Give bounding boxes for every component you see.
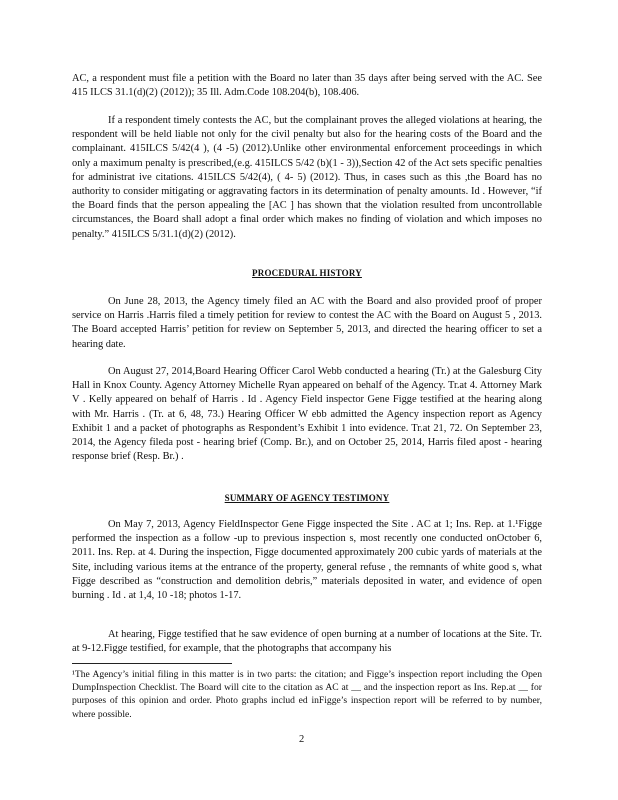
- heading-procedural-history: PROCEDURAL HISTORY: [252, 268, 362, 278]
- paragraph-open-burning: At hearing, Figge testified that he saw evidence of open burning at a number of locations at the Site. Tr. at 9-12.Figge testified, for example, that the photographs that accompany his: [72, 629, 542, 655]
- page-number: 2: [299, 734, 305, 745]
- paragraph-procedural-history: On June 28, 2013, the Agency timely filed an AC with the Board and also provided proof of proper service on Harris .Harris filed a timely petition for review to contest the AC with the Board on August 5 , 2013. The Board accepted Harris’ petition for review on September 5, 2013, and directed the hearing officer to set a hearing date.: [72, 296, 542, 350]
- heading-summary-testimony: SUMMARY OF AGENCY TESTIMONY: [224, 493, 390, 503]
- paragraph-hearing-details: On August 27, 2014,Board Hearing Officer Carol Webb conducted a hearing (Tr.) at the Galesburg City Hall in Knox County. Agency Attorney Michelle Ryan appeared on behalf of the Agency. Tr.at 4. Attorney Mark V . Kelly appeared on behalf of Harris . Id . Agency Field inspector Gene Figge testified at the hearing along with Mr. Harris . (Tr. at 6, 48, 73.) Hearing Officer W ebb admitted the Agency inspection report as Agency Exhibit 1 and a packet of photographs as Respondent’s Exhibit 1 into evidence. Tr.at 21, 72. On September 23, 2014, the Agency fileda post - hearing brief (Comp. Br.), and on October 25, 2014, Harris filed apost - hearing response brief (Resp. Br.) .: [72, 366, 542, 463]
- paragraph-petition-deadline: AC, a respondent must file a petition with the Board no later than 35 days after being served with the AC. See 415 ILCS 31.1(d)(2) (2012)); 35 Ill. Adm.Code 108.204(b), 108.406.: [72, 73, 542, 99]
- footnote-1: ¹The Agency’s initial filing in this matter is in two parts: the citation; and Figge’s inspection report including the Open DumpInspection Checklist. The Board will cite to the citation as AC at __ and the inspection report as Ins. Rep.at __ for purposes of this opinion and order. Photo graphs includ ed inFigge’s inspection report will be referred to by number, where possible.: [72, 669, 542, 720]
- footnote-divider: [72, 663, 232, 664]
- paragraph-hearing-costs: If a respondent timely contests the AC, but the complainant proves the alleged violations at hearing, the respondent will be held liable not only for the civil penalty but also for the hearing costs of the Board and the complainant. 415ILCS 5/42(4 ), (4 -5) (2012).Unlike other environmental enforcement proceedings in which only a maximum penalty is prescribed,(e.g. 415ILCS 5/42 (b)(1 - 3)),Section 42 of the Act sets specific penalties for administrat ive citations. 415ILCS 5/42(4), ( 4- 5) (2012). Thus, in cases such as this ,the Board has no authority to consider mitigating or aggravating factors in its determination of penalty amounts. Id . However, “if the Board finds that the person appealing the [AC ] has shown that the violation resulted from uncontrollable circumstances, the Board shall adopt a final order which makes no finding of violation and which imposes no penalty.” 415ILCS 5/31.1(d)(2) (2012).: [72, 115, 542, 240]
- paragraph-inspection: On May 7, 2013, Agency FieldInspector Gene Figge inspected the Site . AC at 1; Ins. Rep. at 1.¹Figge performed the inspection as a follow -up to previous inspection s, most recently one conducted onOctober 6, 2011. Ins. Rep. at 4. During the inspection, Figge documented approximately 200 cubic yards of materials at the Site, including various items at the entrance of the property, general refuse , the remnants of white good s, what Figge described as “construction and demolition debris,” materials deposited in water, and evidence of open burning . Id . at 1,4, 10 -18; photos 1-17.: [72, 519, 542, 602]
